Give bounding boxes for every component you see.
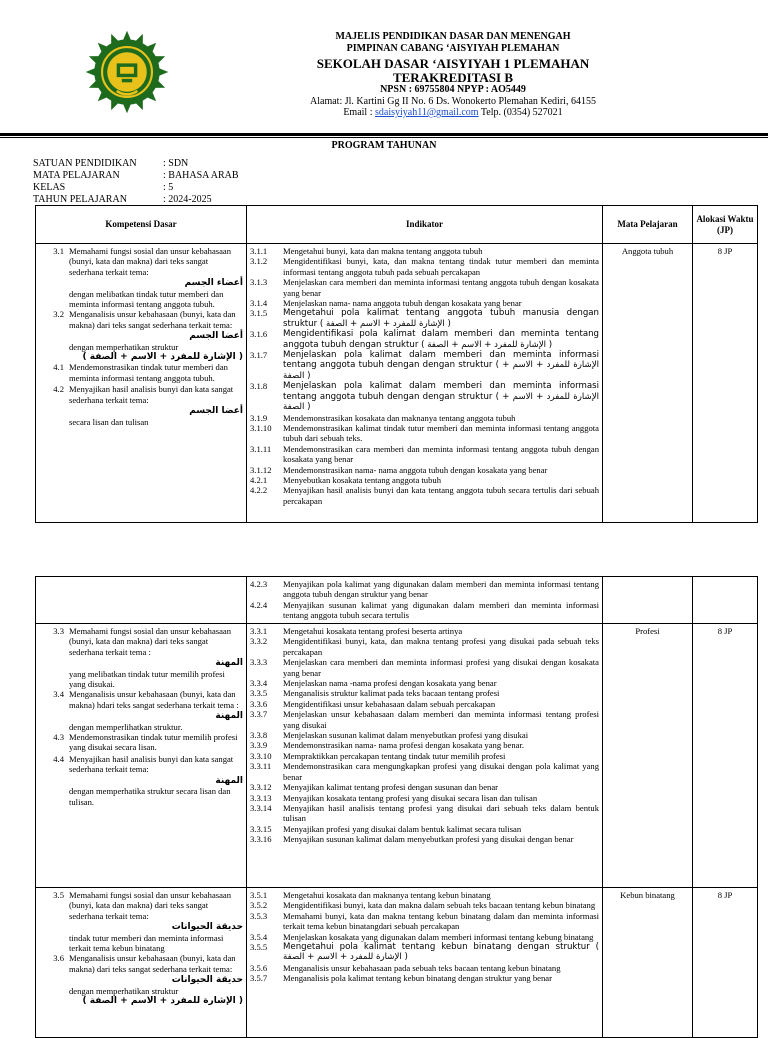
indikator-cell [247, 624, 603, 888]
indikator-text: Mengetahui bunyi, kata dan makna tentang anggota tubuh [283, 246, 483, 256]
indikator-item [250, 782, 599, 792]
indikator-text: Menjelaskan nama -nama profesi dengan kosakata yang benar [283, 678, 497, 689]
indikator-item [250, 579, 599, 600]
indikator-item [250, 308, 599, 329]
meta-value: : BAHASA ARAB [163, 170, 239, 181]
indikator-text: Mengetahui kosakata dan maknanya tentang kebun binatang [283, 890, 491, 900]
indikator-text: Mengidentifikasi bunyi, kata, dan makna tentang profesi yang disukai pada sebuah teks percakapan [283, 636, 599, 657]
indikator-number: 3.1.2 [250, 256, 268, 267]
indikator-text: Mengetahui pola kalimat tentang kebun binatang dengan struktur ( الإشارة للمفرد + الاسم + الصفة ) [283, 942, 599, 963]
indikator-item [250, 709, 599, 730]
org-line-1: MAJELIS PENDIDIKAN DASAR DAN MENENGAH [335, 31, 571, 42]
indikator-item [250, 626, 599, 636]
kd-text: Menganalisis unsur kebahasaan (bunyi, kata dan makna) hdari teks sangat sederhana terkait tema : [69, 689, 239, 710]
indikator-item [250, 256, 599, 277]
indikator-number: 3.1.10 [250, 422, 272, 433]
col-header-waktu: Alokasi Waktu (JP) [693, 206, 758, 244]
indikator-item [250, 761, 599, 782]
kd-text: Menyajikan hasil analisis bunyi dan kata sangat sederhana terkait tema: [69, 753, 234, 775]
kd-number: 3.5 [53, 890, 64, 900]
indikator-item [250, 485, 599, 506]
indikator-text: Mendemonstrasikan cara mengungkapkan profesi yang disukai dengan pola kalimat yang benar [283, 761, 599, 782]
indikator-number: 3.1.9 [250, 412, 268, 423]
indikator-text: Menjelaskan pola kalimat dalam memberi dan meminta informasi tentang anggota tubuh dengan dengan struktur ( الإشارة للمفرد + الاسم + الصفة ) [283, 350, 599, 381]
indikator-item [250, 298, 599, 308]
kd-continuation: yang melibatkan tindak tutur memilih profesi yang disukai. [69, 668, 225, 690]
indikator-number: 3.3.3 [250, 657, 268, 668]
kd-cell [36, 624, 247, 888]
kd-number: 3.1 [53, 246, 64, 256]
indikator-number: 3.3.2 [250, 636, 268, 647]
arabic-theme: ( الإشارة للمفرد + الاسم + الصفة ) [82, 996, 243, 1007]
indikator-text: Mengidentifikasi bunyi, kata dan makna dalam sebuah teks bacaan tentang kebun binatang [283, 900, 596, 911]
arabic-theme: ( الإشارة للمفرد + الاسم + الصفة ) [82, 352, 243, 363]
indikator-number: 3.1.7 [250, 350, 268, 361]
indikator-item [250, 678, 599, 688]
kd-item [39, 890, 243, 921]
indikator-number: 3.3.9 [250, 740, 268, 751]
indikator-item [250, 423, 599, 444]
kd-item [39, 953, 243, 974]
meta-value: : 2024-2025 [163, 194, 212, 205]
indikator-item [250, 751, 599, 761]
indikator-number: 4.2.1 [250, 474, 268, 485]
indikator-item [250, 350, 599, 381]
indikator-text: Mendemonstrasikan kosakata dan maknanya tentang anggota tubuh [283, 412, 516, 423]
kd-item [39, 362, 243, 383]
kd-item [39, 246, 243, 277]
program-table-page-1 [35, 205, 758, 523]
meta-key: MATA PELAJARAN [33, 170, 120, 181]
indikator-number: 3.3.1 [250, 626, 268, 636]
indikator-text: Menjelaskan nama- nama anggota tubuh dengan kosakata yang benar [283, 298, 522, 309]
indikator-number: 3.3.8 [250, 730, 268, 741]
indikator-item [250, 803, 599, 824]
indikator-number: 3.3.13 [250, 792, 272, 803]
meta-key: SATUAN PENDIDIKAN [33, 158, 137, 169]
indikator-text: Menyajikan kosakata tentang profesi yang disukai secara lisan dan tulisan [283, 792, 538, 803]
indikator-number: 3.5.5 [250, 942, 268, 953]
kd-text: Menganalisis unsur kebahasaan (bunyi, kata dan makna) dari teks sangat sederhana terkait tema: [69, 953, 236, 974]
kd-number: 3.3 [53, 626, 64, 636]
indikator-text: Menyajikan pola kalimat yang digunakan dalam memberi dan meminta informasi tentang anggota tubuh dengan struktur yang benar [283, 579, 599, 600]
arabic-theme: المهنة [215, 658, 243, 669]
meta-key: KELAS [33, 182, 66, 193]
col-header-kd: Kompetensi Dasar [36, 206, 247, 244]
waktu-cell: 8 JP [693, 244, 758, 523]
indikator-text: Mengidentifikasi bunyi, kata, dan makna tentang tindak tutur memberi dan meminta informasi tentang anggota tubuh pada sebuah percakapan [283, 256, 599, 277]
arabic-theme: أعضا الجسم [189, 331, 243, 342]
indikator-item [250, 834, 599, 844]
kd-number: 3.6 [53, 953, 64, 964]
indikator-number: 3.1.8 [250, 381, 268, 392]
indikator-text: Memahami bunyi, kata dan makna tentang kebun binatang dalam dan meminta informasi terkait tema kebun binatangdari sebuah percakapan [283, 910, 599, 932]
mapel-cell: Profesi [603, 624, 693, 888]
waktu-cell: 8 JP [693, 888, 758, 1038]
indikator-item [250, 911, 599, 932]
header-rule-thick [0, 133, 768, 136]
kd-cell [36, 244, 247, 523]
indikator-text: Menjelaskan kosakata yang digunakan dalam memberi informasi tentang kebung binatang [283, 931, 594, 942]
indikator-cell [247, 888, 603, 1038]
program-table-page-2 [35, 576, 758, 1038]
kd-continuation: dengan memperhatikan struktur [69, 985, 179, 996]
kd-item [39, 626, 243, 657]
email-link[interactable]: sdaisyiyah11@gmail.com [375, 107, 479, 118]
indikator-number: 3.5.2 [250, 900, 268, 911]
meta-value: : 5 [163, 182, 174, 193]
indikator-text: Menyajikan susunan kalimat dalam menyebutkan profesi yang disukai dengan benar [283, 834, 574, 845]
kd-number: 4.4 [53, 753, 64, 764]
indikator-number: 3.5.1 [250, 890, 268, 900]
indikator-number: 3.1.3 [250, 277, 268, 288]
school-logo-icon [84, 29, 170, 115]
indikator-text: Menganalisis unsur kebahasaan pada sebuah teks bacaan tentang kebun binatang [283, 962, 561, 973]
indikator-item [250, 277, 599, 298]
indikator-text: Mengidentifikasi unsur kebahasaan dalam sebuah percakapan [283, 698, 496, 709]
indikator-item [250, 465, 599, 475]
org-line-2: PIMPINAN CABANG ‘AISYIYAH PLEMAHAN [346, 43, 560, 54]
kd-text: Mendemonstrasikan tindak tutur memilih profesi yang disukai secara lisan. [69, 732, 238, 753]
indikator-number: 3.3.7 [250, 709, 268, 720]
arabic-theme: المهنة [215, 775, 243, 786]
indikator-text: Menganalisis struktur kalimat pada teks bacaan tentang profesi [283, 688, 500, 699]
arabic-theme: حديقة الحيوانات [171, 922, 243, 933]
email-label: Email : [343, 107, 375, 118]
mapel-cell [603, 577, 693, 624]
indikator-number: 3.3.6 [250, 698, 268, 709]
indikator-item [250, 636, 599, 657]
indikator-text: Menyajikan kalimat tentang profesi dengan susunan dan benar [283, 782, 499, 793]
indikator-text: Menyajikan hasil analisis bunyi dan kata tentang anggota tubuh secara tertulis dari sebuah percakapan [283, 485, 599, 506]
meta-value: : SDN [163, 158, 189, 169]
indikator-item [250, 381, 599, 412]
indikator-item [250, 600, 599, 621]
arabic-theme: المهنة [215, 711, 243, 722]
kd-text: Memahami fungsi sosial dan unsur kebahasaan (bunyi, kata dan makna) dari teks sangat sederhana terkait tema : [69, 626, 232, 657]
kd-text: Menyajikan hasil analisis bunyi dan kata sangat sederhana terkait tema: [69, 384, 234, 405]
indikator-number: 3.5.4 [250, 931, 268, 942]
indikator-number: 3.3.16 [250, 834, 272, 845]
indikator-text: Mendemonstrasikan kalimat tindak tutur memberi dan meminta informasi tentang anggota tubuh dari sebuah teks. [283, 422, 599, 444]
indikator-number: 3.1.5 [250, 308, 268, 319]
indikator-number: 3.3.4 [250, 678, 268, 689]
indikator-text: Mendemonstrasikan nama- nama anggota tubuh dengan kosakata yang benar [283, 464, 548, 475]
waktu-cell [693, 577, 758, 624]
indikator-item [250, 246, 599, 256]
indikator-text: Menyajikan susunan kalimat yang digunakan dalam memberi dan meminta informasi tentang anggota tubuh secara tertulis [283, 599, 599, 621]
indikator-item [250, 329, 599, 350]
kd-text: Memahami fungsi sosial dan unsur kebahasaan (bunyi, kata dan makna) dari teks sangat sederhana terkait tema: [69, 890, 232, 921]
arabic-theme: أعضا الجسم [189, 406, 243, 417]
indikator-number: 3.1.12 [250, 464, 272, 475]
kd-number: 4.1 [53, 362, 64, 373]
indikator-text: Menyajikan hasil analisis tentang profesi yang disukai dari sebuah teks dalam bentuk tulisan [283, 802, 599, 824]
kd-item [39, 689, 243, 710]
indikator-number: 4.2.3 [250, 579, 268, 589]
kd-continuation: tindak tutur memberi dan meminta informasi terkait tema kebun binatang [69, 932, 224, 954]
kd-text: Menganalisis unsur kebahasaan (bunyi, kata dan makna) dari teks sangat sederhana terkait tema: [69, 309, 236, 330]
indikator-number: 3.3.11 [250, 761, 272, 772]
letterhead [0, 0, 768, 140]
indikator-item [250, 942, 599, 963]
indikator-number: 3.3.15 [250, 823, 272, 834]
indikator-text: Menyebutkan kosakata tentang anggota tubuh [283, 474, 441, 485]
indikator-number: 3.1.11 [250, 443, 272, 454]
program-title: PROGRAM TAHUNAN [331, 140, 437, 151]
address-line: Alamat: Jl. Kartini Gg II No. 6 Ds. Wonokerto Plemahan Kediri, 64155 [310, 96, 596, 107]
indikator-text: Mengetahui pola kalimat tentang anggota tubuh manusia dengan struktur ( الإشارة للمفرد + الاسم + الصفة ) [283, 308, 599, 329]
kd-continuation: dengan memperlihatkan struktur. [69, 721, 183, 732]
indikator-item [250, 932, 599, 942]
phone-text: Telp. (0354) 527021 [478, 107, 563, 118]
indikator-text: Mendemonstrasikan nama- nama profesi dengan kosakata yang benar. [283, 740, 525, 751]
kd-continuation: dengan melibatkan tindak tutur memberi dan meminta informasi tentang anggota tubuh. [69, 288, 224, 310]
indikator-cell [247, 244, 603, 523]
mapel-cell: Kebun binatang [603, 888, 693, 1038]
indikator-text: Menjelaskan susunan kalimat dalam menyebutkan profesi yang disukai [283, 730, 529, 741]
accreditation: TERAKREDITASI B [392, 70, 514, 85]
kd-item [39, 309, 243, 330]
header-rule-thin [0, 137, 768, 138]
indikator-number: 3.3.10 [250, 750, 272, 761]
indikator-number: 3.1.1 [250, 246, 268, 256]
indikator-text: Menjelaskan pola kalimat dalam memberi dan meminta informasi tentang anggota tubuh dengan dengan struktur ( الإشارة للمفرد + الاسم + الصفة ) [283, 381, 599, 413]
indikator-item [250, 475, 599, 485]
indikator-item [250, 740, 599, 750]
kd-text: Mendemonstrasikan tindak tutur memberi dan meminta informasi tentang anggota tubuh. [69, 362, 228, 383]
contact-line [210, 108, 696, 118]
indikator-number: 3.5.6 [250, 962, 268, 973]
indikator-text: Mendemonstrasikan cara memberi dan meminta informasi tentang anggota tubuh dengan kosakata yang benar [283, 443, 599, 465]
indikator-item [250, 973, 599, 983]
indikator-cell [247, 577, 603, 624]
indikator-item [250, 730, 599, 740]
indikator-item [250, 657, 599, 678]
npsn-line: NPSN : 69755804 NPYP : AO5449 [380, 84, 526, 95]
kd-continuation: dengan memperhatika struktur secara lisan dan tulisan. [69, 786, 231, 807]
indikator-number: 4.2.4 [250, 599, 268, 610]
indikator-text: Mengidentifikasi pola kalimat dalam memberi dan meminta tentang anggota tubuh dengan struktur ( الإشارة للمفرد + الاسم + الصفة ) [283, 329, 599, 350]
school-name: SEKOLAH DASAR ‘AISYIYAH 1 PLEMAHAN [316, 56, 590, 71]
kd-number: 3.2 [53, 309, 64, 320]
indikator-text: Menjelaskan cara memberi dan meminta informasi tentang anggota tubuh dengan kosakata yang benar [283, 277, 599, 298]
waktu-cell: 8 JP [693, 624, 758, 888]
indikator-number: 3.1.4 [250, 298, 268, 309]
kd-text: Memahami fungsi sosial dan unsur kebahasaan (bunyi, kata dan makna) dari teks sangat sederhana terkait tema: [69, 246, 232, 277]
mapel-cell: Anggota tubuh [603, 244, 693, 523]
indikator-text: Mengetahui kosakata tentang profesi beserta artinya [283, 626, 463, 636]
indikator-number: 3.3.14 [250, 802, 272, 813]
indikator-item [250, 963, 599, 973]
kd-continuation: dengan memperhatikan struktur [69, 341, 179, 352]
indikator-text: Menganalisis pola kalimat tentang kebun binatang dengan struktur yang benar [283, 973, 552, 984]
indikator-text: Menyajikan profesi yang disukai dalam bentuk kalimat secara tulisan [283, 823, 522, 834]
kd-cell [36, 577, 247, 624]
kd-cell [36, 888, 247, 1038]
indikator-number: 3.5.3 [250, 910, 268, 921]
kd-number: 3.4 [53, 689, 64, 700]
indikator-item [250, 793, 599, 803]
indikator-number: 3.1.6 [250, 329, 268, 340]
kd-number: 4.3 [53, 732, 64, 743]
kd-number: 4.2 [53, 384, 64, 395]
kd-continuation: secara lisan dan tulisan [69, 416, 149, 427]
indikator-number: 4.2.2 [250, 485, 268, 496]
indikator-item [250, 890, 599, 900]
indikator-number: 3.3.5 [250, 688, 268, 699]
kd-item [39, 754, 243, 775]
col-header-indikator: Indikator [247, 206, 603, 244]
arabic-theme: حديقة الحيوانات [171, 975, 243, 986]
indikator-item [250, 824, 599, 834]
arabic-theme: أعضاء الجسم [184, 278, 243, 289]
indikator-item [250, 699, 599, 709]
kd-item [39, 732, 243, 753]
meta-key: TAHUN PELAJARAN [33, 194, 127, 205]
indikator-item [250, 413, 599, 423]
indikator-text: Mempraktikkan percakapan tentang tindak tutur memilih profesi [283, 750, 506, 761]
indikator-text: Menjelaskan cara memberi dan meminta informasi profesi yang disukai dengan kosakata yang benar [283, 657, 599, 678]
indikator-item [250, 900, 599, 910]
indikator-item [250, 688, 599, 698]
indikator-item [250, 444, 599, 465]
kd-item [39, 384, 243, 405]
col-header-mapel: Mata Pelajaran [603, 206, 693, 244]
indikator-number: 3.3.12 [250, 782, 272, 793]
indikator-number: 3.5.7 [250, 973, 268, 984]
indikator-text: Menjelaskan unsur kebahasaan dalam memberi dan meminta informasi tentang profesi yang disukai [283, 709, 599, 730]
